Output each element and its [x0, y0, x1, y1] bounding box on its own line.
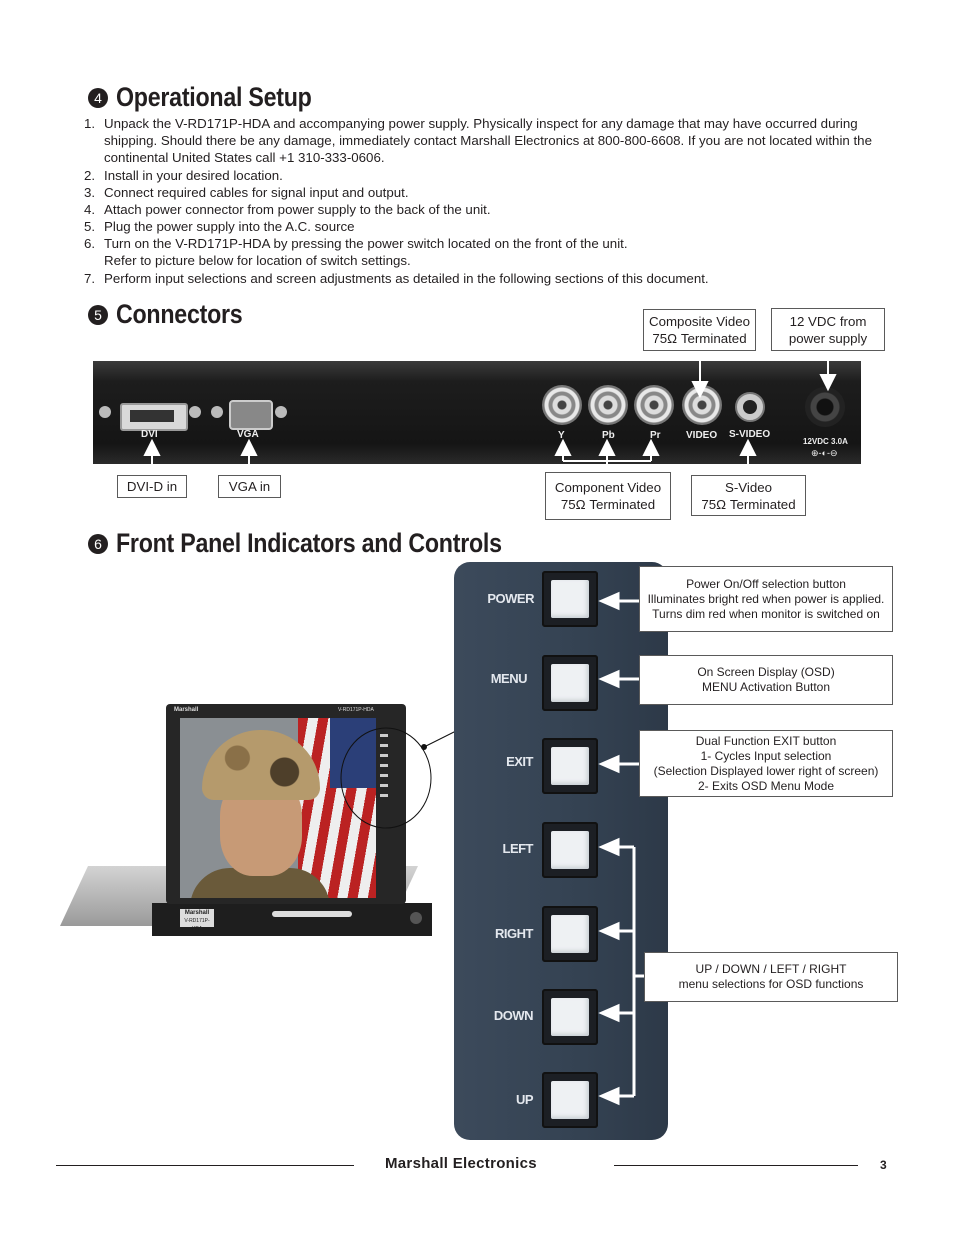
- footer-rule-right: [614, 1165, 858, 1166]
- video-port-label: VIDEO: [686, 430, 718, 441]
- exit-button-label: EXIT: [506, 754, 533, 769]
- right-button-label: RIGHT: [495, 926, 533, 941]
- list-item: 1. Unpack the V-RD171P-HDA and accompanying power supply. Physically inspect for any damage that may have occurred during shipping. Should there be any damage, immediately contact Marshall Electronics at 800-800-6608. If you are not located within the continental United States call +1 310-333-0606.: [84, 116, 872, 165]
- svideo-callout: S-Video 75Ω Terminated: [691, 475, 806, 516]
- svideo-port-label: S-VIDEO: [729, 429, 771, 440]
- component-video-callout: Component Video 75Ω Terminated: [545, 472, 671, 520]
- dvi-port-label: DVI: [141, 429, 158, 440]
- monitor-brand-badge: Marshall: [184, 910, 210, 916]
- menu-button-label: MENU: [490, 671, 527, 686]
- pb-port-label: Pb: [602, 430, 615, 441]
- vga-port-label: VGA: [237, 429, 259, 440]
- section-number: 4: [88, 88, 108, 108]
- list-item: 7. Perform input selections and screen adjustments as detailed in the following sections of this document.: [84, 271, 709, 286]
- footer-brand: Marshall Electronics: [385, 1155, 537, 1172]
- power-button-label: POWER: [487, 591, 534, 606]
- power-button-callout: Power On/Off selection button Illuminates bright red when power is applied. Turns dim red when monitor is switched on: [639, 566, 893, 632]
- menu-button-callout: On Screen Display (OSD) MENU Activation Button: [639, 655, 893, 705]
- footer-rule-left: [56, 1165, 354, 1166]
- list-item: 3. Connect required cables for signal input and output.: [84, 185, 409, 200]
- dvi-callout: DVI-D in: [117, 475, 187, 498]
- polarity-icon: ⊕-◐-⊖: [811, 448, 838, 458]
- list-item: 4. Attach power connector from power supply to the back of the unit.: [84, 202, 491, 217]
- power-port-label: 12VDC 3.0A: [803, 437, 848, 446]
- exit-button-callout: Dual Function EXIT button 1- Cycles Input selection (Selection Displayed lower right of screen) 2- Exits OSD Menu Mode: [639, 730, 893, 797]
- power-supply-callout: 12 VDC from power supply: [771, 308, 885, 351]
- list-item: 2. Install in your desired location.: [84, 168, 283, 183]
- y-port-label: Y: [558, 430, 565, 441]
- section-title: Front Panel Indicators and Controls: [116, 528, 502, 558]
- arrow-buttons-callout: UP / DOWN / LEFT / RIGHT menu selections for OSD functions: [644, 952, 898, 1002]
- monitor-model-badge: V-RD171P-HDA: [184, 918, 210, 932]
- down-button-label: DOWN: [493, 1008, 533, 1023]
- list-item: 6. Turn on the V-RD171P-HDA by pressing the power switch located on the front of the unit. Refer to picture below for location of switch settings.: [84, 236, 628, 268]
- section-title: Operational Setup: [116, 82, 312, 112]
- up-button-label: UP: [515, 1092, 533, 1107]
- section-number: 5: [88, 305, 108, 325]
- page-number: 3: [880, 1158, 887, 1172]
- pr-port-label: Pr: [650, 430, 661, 441]
- section-title: Connectors: [116, 299, 243, 329]
- composite-video-callout: Composite Video 75Ω Terminated: [643, 309, 756, 351]
- bezel-brand: Marshall: [174, 707, 199, 713]
- left-button-label: LEFT: [502, 841, 533, 856]
- section-number: 6: [88, 534, 108, 554]
- bezel-model: V-RD171P-HDA: [338, 707, 374, 713]
- list-item: 5. Plug the power supply into the A.C. source: [84, 219, 355, 234]
- vga-callout: VGA in: [218, 475, 281, 498]
